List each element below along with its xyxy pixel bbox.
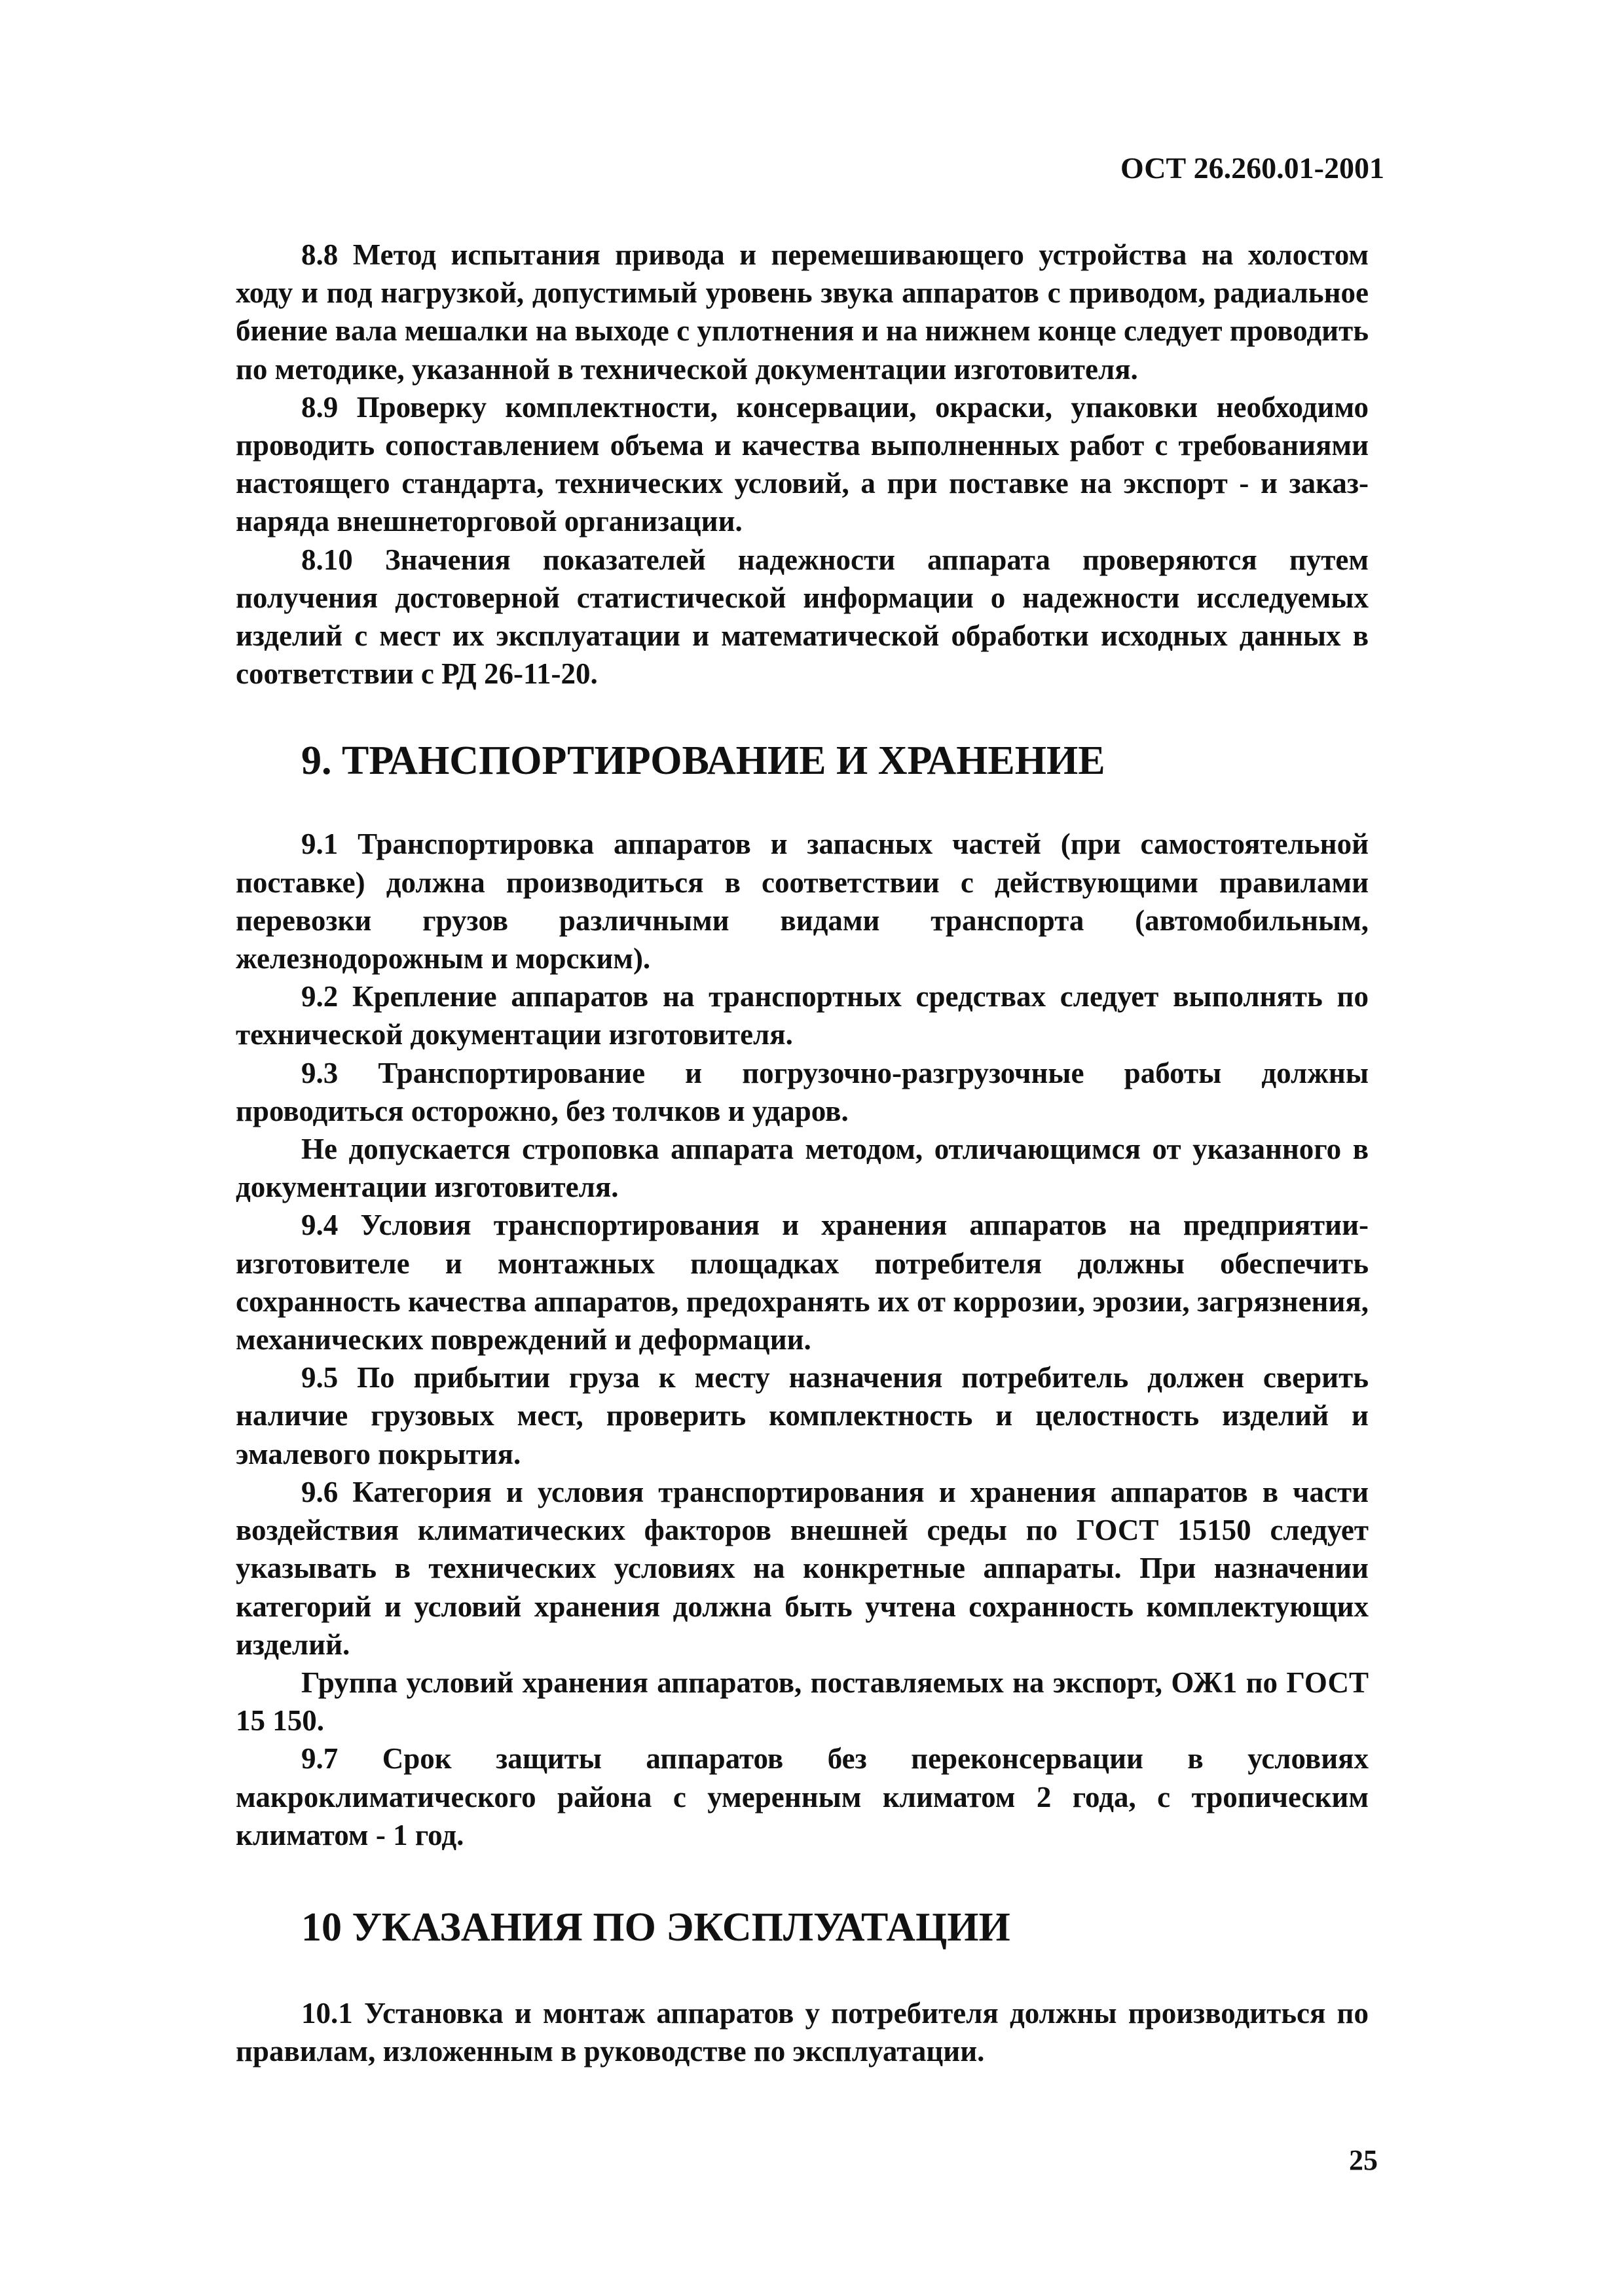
paragraph-9-3-note: Не допускается строповка аппарата методом, отличающимся от указанного в документации изготовителя. bbox=[236, 1133, 1369, 1204]
paragraph-9-1: 9.1 Транспортировка аппаратов и запасных частей (при самостоятельной поставке) должна производиться в соответствии с действующими правилами перевозки грузов различными видами транспорта (автомобильным, железнодорожным и морским). bbox=[236, 828, 1369, 975]
paragraph-9-3: 9.3 Транспортирование и погрузочно-разгрузочные работы должны проводиться осторожно, без толчков и ударов. bbox=[236, 1056, 1369, 1127]
paragraph-8-8: 8.8 Метод испытания привода и перемешивающего устройства на холостом ходу и под нагрузкой, допустимый уровень звука аппаратов с приводом, радиальное биение вала мешалки на выходе с уплотнения и на нижнем конце следует проводить по методике, указанной в технической документации изготовителя. bbox=[236, 238, 1369, 386]
section-title-10: 10 УКАЗАНИЯ ПО ЭКСПЛУАТАЦИИ bbox=[301, 1904, 1010, 1950]
paragraph-9-7: 9.7 Срок защиты аппаратов без переконсервации в условиях макроклиматического района с умеренным климатом 2 года, с тропическим климатом - 1 год. bbox=[236, 1742, 1369, 1851]
paragraph-9-6: 9.6 Категория и условия транспортирования и хранения аппаратов в части воздействия климатических факторов внешней среды по ГОСТ 15150 следует указывать в технических условиях на конкретные аппараты. При назначении категорий и условий хранения должна быть учтена сохранность комплектующих изделий. bbox=[236, 1475, 1369, 1661]
document-body bbox=[236, 236, 1369, 2070]
page-number: 25 bbox=[1349, 2144, 1378, 2176]
paragraph-9-5: 9.5 По прибытии груза к месту назначения потребитель должен сверить наличие грузовых мест, проверить комплектность и целостность изделий и эмалевого покрытия. bbox=[236, 1361, 1369, 1470]
paragraph-10-1: 10.1 Установка и монтаж аппаратов у потребителя должны производиться по правилам, изложенным в руководстве по эксплуатации. bbox=[236, 1996, 1369, 2068]
paragraph-9-4: 9.4 Условия транспортирования и хранения аппаратов на предприятии-изготовителе и монтажных площадках потребителя должны обеспечить сохранность качества аппаратов, предохранять их от коррозии, эрозии, загрязнения, механических повреждений и деформации. bbox=[236, 1209, 1369, 1357]
paragraph-8-9: 8.9 Проверку комплектности, консервации, окраски, упаковки необходимо проводить сопоставлением объема и качества выполненных работ с требованиями настоящего стандарта, технических условий, а при поставке на экспорт - и заказ-наряда внешнеторговой организации. bbox=[236, 390, 1369, 538]
section-title-9: 9. ТРАНСПОРТИРОВАНИЕ И ХРАНЕНИЕ bbox=[301, 738, 1105, 784]
document-code: ОСТ 26.260.01-2001 bbox=[1120, 151, 1384, 185]
paragraph-9-2: 9.2 Крепление аппаратов на транспортных средствах следует выполнять по технической документации изготовителя. bbox=[236, 980, 1369, 1051]
paragraph-8-10: 8.10 Значения показателей надежности аппарата проверяются путем получения достоверной статистической информации о надежности исследуемых изделий с мест их эксплуатации и математической обработки исходных данных в соответствии с РД 26-11-20. bbox=[236, 543, 1369, 691]
paragraph-9-6-note: Группа условий хранения аппаратов, поставляемых на экспорт, ОЖ1 по ГОСТ 15 150. bbox=[236, 1666, 1369, 1738]
